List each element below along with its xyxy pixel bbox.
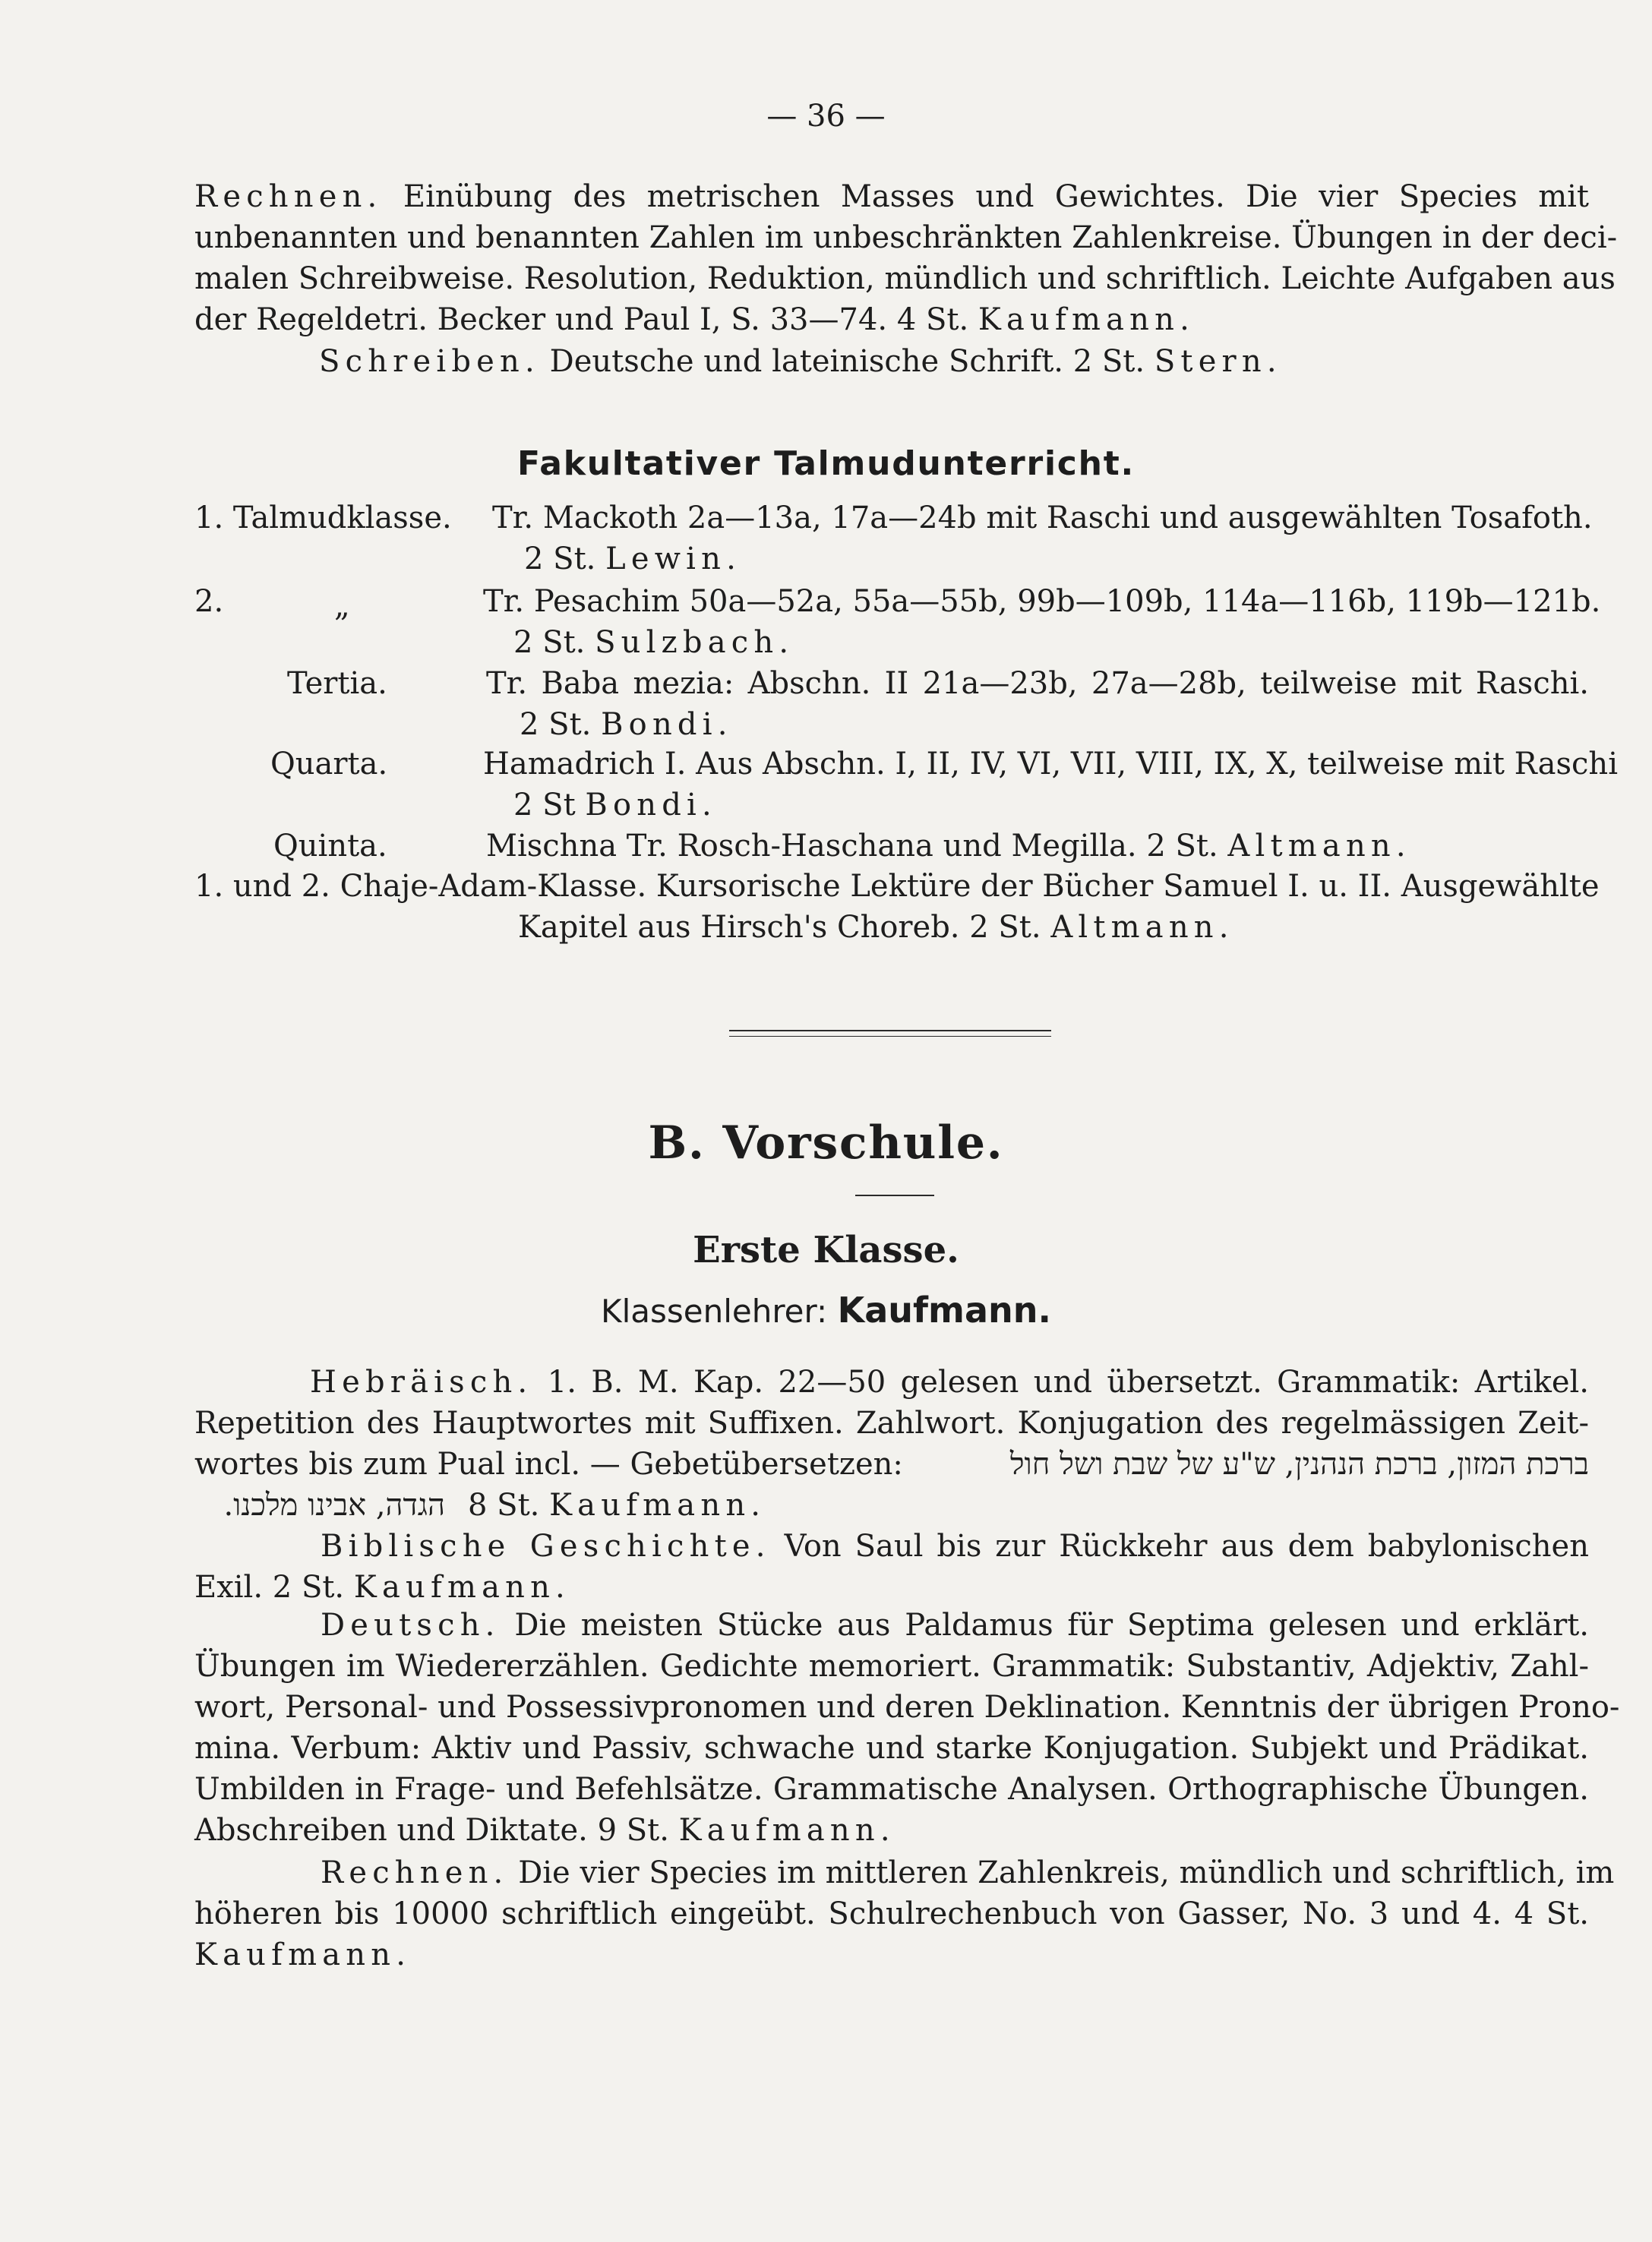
class-title: Erste Klasse.	[693, 1229, 959, 1271]
chaje-adam-line-2: Kapitel aus Hirsch's Choreb. 2 St. Altmann.	[518, 910, 1234, 945]
rechnen-bottom-line-1: Rechnen. Die vier Species im mittleren Zahlenkreis, mündlich und schriftlich, im	[321, 1855, 1615, 1890]
section-divider	[729, 1036, 1051, 1037]
schreiben-line: Schreiben. Deutsche und lateinische Schrift. 2 St. Stern.	[319, 344, 1282, 379]
deutsch-label: Deutsch.	[321, 1608, 501, 1643]
teacher-name: Kaufmann.	[978, 302, 1196, 337]
talmud-class-label: Quarta.	[270, 747, 388, 782]
talmud-entry-text: Tr. Pesachim 50a—52a, 55a—55b, 99b—109b, 114a—116b, 119b—121b.	[483, 584, 1601, 619]
talmud-heading: Fakultativer Talmudunterricht.	[517, 444, 1135, 483]
talmud-class-label: 1. Talmudklasse.	[194, 501, 452, 535]
rechnen-top-line-1: Rechnen. Einübung des metrischen Masses und Gewichtes. Die vier Species mit	[194, 179, 1589, 214]
deutsch-line-4: mina. Verbum: Aktiv und Passiv, schwache und starke Konjugation. Subjekt und Prädikat.	[194, 1731, 1589, 1766]
talmud-entry-hours: 2 St. Bondi.	[520, 707, 733, 742]
hebrew-prayer-list: ברכת המזון, ברכת הנהנין, ש"ע של שבת ושל חול	[1009, 1447, 1589, 1482]
hebraeisch-line-3: wortes bis zum Pual incl. — Gebetübersetzen:	[194, 1447, 903, 1482]
teacher-name: Kaufmann.	[194, 1937, 412, 1972]
talmud-class-label: Tertia.	[287, 666, 387, 701]
talmud-entry-hours: 2 St. Sulzbach.	[513, 625, 794, 660]
teacher-name: Bondi.	[585, 788, 717, 823]
teacher-name: Kaufmann.	[353, 1570, 570, 1605]
rechnen-top-line-3: malen Schreibweise. Resolution, Reduktion, mündlich und schriftlich. Leichte Aufgaben aus	[194, 261, 1616, 296]
chaje-adam-line-1: 1. und 2. Chaje-Adam-Klasse. Kursorische Lektüre der Bücher Samuel I. u. II. Ausgewählte	[194, 869, 1600, 904]
teacher-name: Lewin.	[605, 542, 742, 576]
teacher-name: Stern.	[1154, 344, 1282, 379]
rechnen-bottom-line-2: höheren bis 10000 schriftlich eingeübt. Schulrechenbuch von Gasser, No. 3 und 4. 4 St.	[194, 1896, 1589, 1931]
rechnen-top-line-4: der Regeldetri. Becker und Paul I, S. 33—74. 4 St. Kaufmann.	[194, 302, 1196, 337]
talmud-entry-hours: 2 St Bondi.	[513, 788, 717, 823]
deutsch-line-6: Abschreiben und Diktate. 9 St. Kaufmann.	[194, 1813, 895, 1848]
talmud-entry-hours: 2 St. Lewin.	[524, 542, 742, 576]
hebraeisch-line-2: Repetition des Hauptwortes mit Suffixen. Zahlwort. Konjugation des regelmässigen Zeit-	[194, 1406, 1589, 1441]
rechnen-bottom-label: Rechnen.	[321, 1855, 509, 1890]
title-divider	[855, 1195, 934, 1196]
talmud-entry-text: Mischna Tr. Rosch-Haschana und Megilla. 2 St. Altmann.	[486, 829, 1411, 864]
biblische-label: Biblische Geschichte.	[321, 1529, 771, 1564]
hebrew-prayer-list: הגדה, אבינו מלכנו.	[223, 1488, 445, 1523]
talmud-entry-text: Tr. Baba mezia: Abschn. II 21a—23b, 27a—28b, teilweise mit Raschi.	[486, 666, 1589, 701]
deutsch-line-5: Umbilden in Frage- und Befehlsätze. Grammatische Analysen. Orthographische Übungen.	[194, 1772, 1589, 1807]
section-divider	[729, 1030, 1051, 1031]
biblische-line-1: Biblische Geschichte. Von Saul bis zur Rückkehr aus dem babylonischen	[321, 1529, 1589, 1564]
biblische-line-2: Exil. 2 St. Kaufmann.	[194, 1570, 570, 1605]
talmud-class-label: Quinta.	[273, 829, 387, 864]
klassenlehrer-name: Kaufmann.	[837, 1290, 1051, 1331]
talmud-entry-text: Tr. Mackoth 2a—13a, 17a—24b mit Raschi und ausgewählten Tosafoth.	[492, 501, 1593, 535]
rechnen-top-line-2: unbenannten und benannten Zahlen im unbeschränkten Zahlenkreise. Übungen in der deci-	[194, 220, 1618, 255]
rechnen-top-label: Rechnen.	[194, 179, 383, 214]
deutsch-line-2: Übungen im Wiedererzählen. Gedichte memoriert. Grammatik: Substantiv, Adjektiv, Zahl-	[194, 1649, 1589, 1684]
talmud-entry-text: Hamadrich I. Aus Abschn. I, II, IV, VI, VII, VIII, IX, X, teilweise mit Raschi	[483, 747, 1618, 782]
deutsch-line-3: wort, Personal- und Possessivpronomen und deren Deklination. Kenntnis der übrigen Prono-	[194, 1690, 1620, 1725]
teacher-name: Bondi.	[601, 707, 733, 742]
deutsch-line-1: Deutsch. Die meisten Stücke aus Paldamus für Septima gelesen und erklärt.	[321, 1608, 1589, 1643]
hebraeisch-line-4: 8 St. Kaufmann.	[468, 1488, 766, 1523]
talmud-class-number: 2.	[194, 584, 224, 619]
klassenlehrer-label: Klassenlehrer:	[601, 1293, 828, 1330]
hebraeisch-label: Hebräisch.	[310, 1365, 533, 1400]
ditto-mark: „	[334, 589, 350, 624]
hebraeisch-line-1: Hebräisch. 1. B. M. Kap. 22—50 gelesen und übersetzt. Grammatik: Artikel.	[310, 1365, 1590, 1400]
teacher-name: Kaufmann.	[678, 1813, 895, 1848]
section-title: B. Vorschule.	[648, 1116, 1004, 1170]
klassenlehrer	[0, 1290, 1652, 1331]
page-number: — 36 —	[766, 99, 886, 134]
teacher-name: Kaufmann.	[549, 1488, 766, 1523]
teacher-name: Altmann.	[1050, 910, 1234, 945]
teacher-name: Altmann.	[1227, 829, 1411, 864]
schreiben-label: Schreiben.	[319, 344, 540, 379]
teacher-name: Sulzbach.	[595, 625, 794, 660]
